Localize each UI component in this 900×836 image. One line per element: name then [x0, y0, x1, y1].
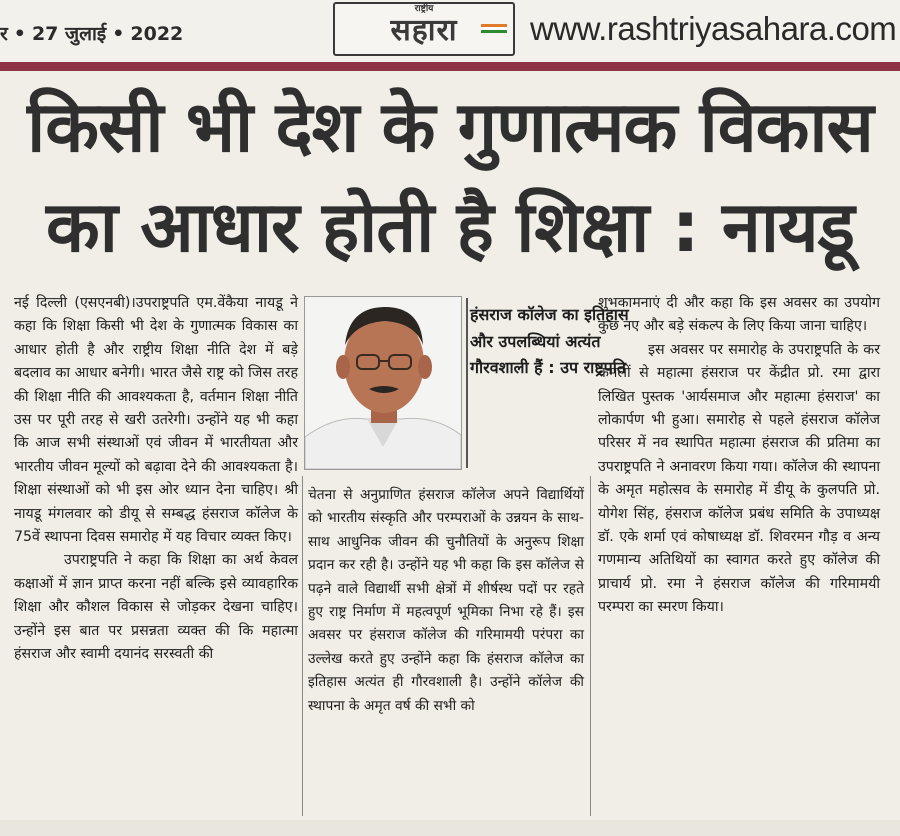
column-1-paragraph-2: उपराष्ट्रपति ने कहा कि शिक्षा का अर्थ केवल कक्षाओं में ज्ञान प्राप्त करना नहीं बल्कि इसे व्यावहारिक शिक्षा और कौशल विकास से जोड़कर देखना चाहिए। उन्होंने इस बात पर प्रसन्नता व्यक्त की कि महात्मा हंसराज और स्वामी दयानंद सरस्वती की [14, 552, 298, 663]
column-2-paragraph-1: चेतना से अनुप्राणित हंसराज कॉलेज अपने विद्यार्थियों को भारतीय संस्कृति और परम्पराओं के उन्नयन के साथ-साथ आधुनिक जीवन की चुनौतियों के अनुरूप शिक्षा प्रदान कर रही है। उन्होंने यह भी कहा कि इस कॉलेज से पढ़ने वाले विद्यार्थी सभी क्षेत्रों में शीर्षस्थ पदों पर रहते हुए राष्ट्र निर्माण में महत्वपूर्ण भूमिका निभा रहे हैं। इस अवसर पर हंसराज कॉलेज की गरिमामयी परंपरा का उल्लेख करते हुए उन्होंने कहा कि हंसराज कॉलेज का इतिहास अत्यंत ही गौरवशाली है। उन्होंने कॉलेज की स्थापना के अमृत वर्ष की सभी को [308, 487, 584, 714]
date-text: 27 जुलाई [31, 23, 107, 45]
newspaper-logo [333, 2, 515, 56]
issue-date: र • 27 जुलाई • 2022 [0, 23, 184, 45]
header-rule [0, 62, 900, 71]
pullquote-rule-left [466, 298, 468, 468]
column-3-paragraph-1: शुभकामनाएं दी और कहा कि इस अवसर का उपयोग कुछ नए और बड़े संकल्प के लिए किया जाना चाहिए। [598, 295, 880, 335]
masthead [0, 0, 900, 62]
column-divider-left [302, 476, 303, 816]
headline-line-1: किसी भी देश के गुणात्मक विकास [27, 86, 873, 168]
bottom-strip [0, 820, 900, 836]
pull-quote: हंसराज कॉलेज का इतिहास और उपलब्धियां अत्यंत गौरवशाली हैं : उप राष्ट्रपति [470, 305, 629, 377]
flag-icon [481, 24, 507, 33]
logo-title: सहारा [390, 13, 458, 48]
headline-line-2: का आधार होती है शिक्षा : नायडू [45, 186, 855, 268]
article-column-3 [598, 292, 880, 620]
person-portrait-icon [305, 297, 461, 469]
column-3-paragraph-2: इस अवसर पर समारोह के उपराष्ट्रपति के कर कमलों से महात्मा हंसराज पर केंद्रीत प्रो. रमा द्वारा लिखित पुस्तक 'आर्यसमाज और महात्मा हंसराज' का लोकार्पण भी हुआ। समारोह से पहले हंसराज कॉलेज परिसर में नव स्थापित महात्मा हंसराज की प्रतिमा का उपराष्ट्रपति ने अनावरण किया गया। कॉलेज की स्थापना के अमृत महोत्सव के समारोह में डीयू के कुलपति प्रो. योगेश सिंह, हंसराज कॉलेज प्रबंध समिति के उपाध्यक्ष डॉ. एके शर्मा एवं कोषाध्यक्ष डॉ. शिवरमन गौड़ व अन्य गणमान्य अतिथियों का स्वागत करते हुए कॉलेज की प्राचार्य प्रो. रमा ने हंसराज कॉलेज की गरिमामयी परम्परा का स्मरण किया। [598, 341, 880, 616]
article-column-2 [308, 484, 584, 718]
article-column-1 [14, 292, 298, 667]
year-text: 2022 [130, 23, 184, 45]
column-1-paragraph-1: नई दिल्ली (एसएनबी)।उपराष्ट्रपति एम.वेंकैया नायडू ने कहा कि शिक्षा किसी भी देश के गुणात्मक विकास का आधार होती है और राष्ट्रीय शिक्षा नीति देश में बड़े बदलाव का आधार बनेगी। भारत जैसे राष्ट्र को जिस तरह की शिक्षा नीति की आवश्यकता है, वर्तमान शिक्षा नीति उस पर पूरी तरह से खरी उतरेगी। उन्होंने यह भी कहा कि आज सभी संस्थाओं एवं जीवन में भारतीयता और भारतीय जीवन मूल्यों को बढ़ावा देने की आवश्यकता है। शिक्षा संस्थाओं को भी इस ओर ध्यान देना चाहिए। श्री नायडू मंगलवार को डीयू से सम्बद्ध हंसराज कॉलेज के 75वें स्थापना दिवस समारोह में यह विचार व्यक्त किए। [14, 295, 298, 546]
website-url: www.rashtriyasahara.com [530, 10, 897, 47]
logo-subtitle: राष्ट्रीय [414, 4, 434, 14]
date-prefix: र [0, 23, 8, 45]
column-divider-right [590, 476, 591, 816]
portrait-photo [304, 296, 462, 470]
